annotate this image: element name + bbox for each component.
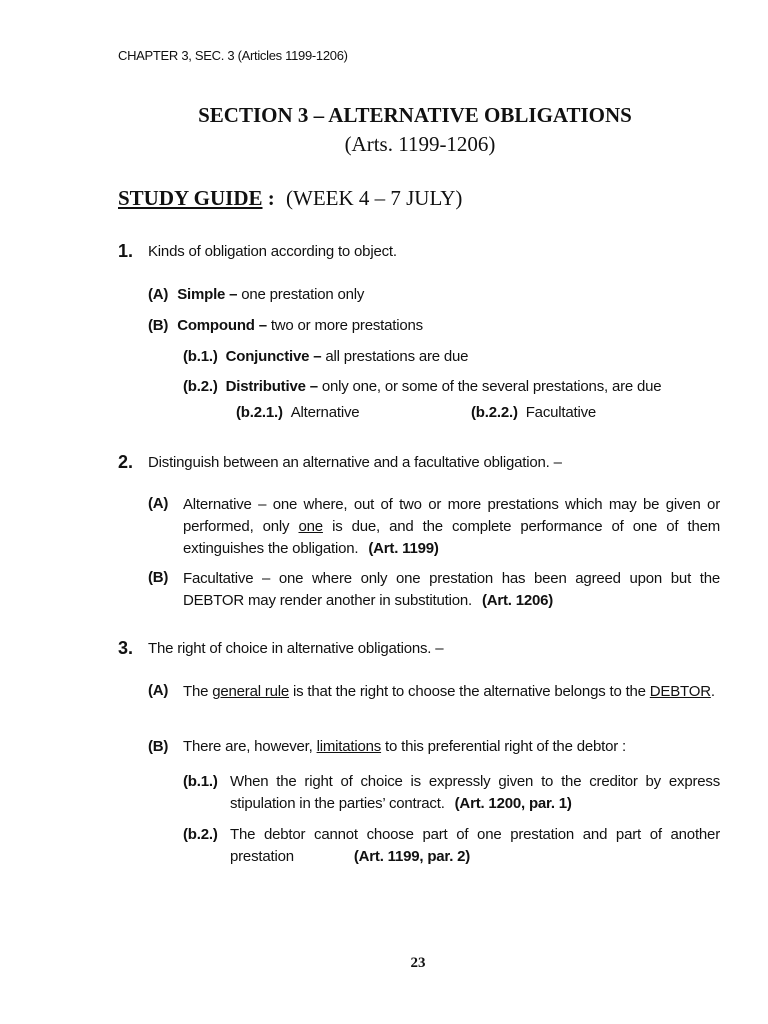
q1-b21-text: Alternative	[290, 404, 360, 421]
q3-b2-item	[183, 824, 720, 868]
q1-b21-label: (b.2.1.)	[236, 404, 283, 421]
q1-b1-term: Conjunctive –	[225, 348, 322, 365]
q3-b-label: (B)	[148, 738, 169, 755]
q3-b1-label: (b.1.)	[183, 773, 218, 790]
q3-number: 3.	[118, 638, 134, 658]
page-number: 23	[410, 955, 426, 971]
study-guide-line	[118, 186, 462, 211]
q1-number: 1.	[118, 241, 134, 261]
study-guide-week: (WEEK 4 – 7 JULY)	[286, 186, 463, 210]
q3-a-paragraph	[183, 681, 720, 703]
q1-item-b2	[183, 378, 661, 395]
q1-b2-desc: only one, or some of the several prestations, are due	[321, 378, 662, 395]
q1-b2-label: (b.2.)	[183, 378, 218, 395]
q3-a-debtor: DEBTOR	[649, 683, 711, 700]
q1-item-a	[148, 286, 364, 303]
q2-b-text: Facultative – one where only one prestation has been agreed upon but the DEBTOR may render another in substitution.	[183, 570, 720, 609]
q1-b2-term: Distributive –	[225, 378, 318, 395]
q1-b22-label: (b.2.2.)	[471, 404, 518, 421]
q3-b-text-1: There are, however,	[183, 738, 313, 755]
q2-a-ref: (Art. 1199)	[368, 540, 439, 557]
q2-a-text-2: is due, and the complete performance of one of them extinguishes the obligation.	[183, 518, 721, 557]
q2-text: Distinguish between an alternative and a facultative obligation. –	[148, 454, 562, 471]
q1-a-label: (A)	[148, 286, 169, 303]
study-guide-colon: :	[267, 186, 275, 210]
q3-b1-ref: (Art. 1200, par. 1)	[454, 795, 572, 812]
q1-b1-desc: all prestations are due	[325, 348, 469, 365]
q2-a-underlined: one	[298, 518, 323, 535]
q1-a-desc: one prestation only	[241, 286, 365, 303]
q3-b2-text: The debtor cannot choose part of one prestation and part of another prestation	[230, 826, 720, 865]
q3-a-text-3: .	[710, 683, 715, 700]
q3-a-text-1: The	[183, 683, 209, 700]
q3-b-line	[183, 738, 626, 755]
q1-item-b21	[236, 404, 359, 421]
q2-a-paragraph	[183, 494, 720, 560]
study-guide-label: STUDY GUIDE	[118, 186, 263, 210]
q1-b22-text: Facultative	[525, 404, 597, 421]
section-title: SECTION 3 – ALTERNATIVE OBLIGATIONS	[198, 103, 632, 127]
q1-b-label: (B)	[148, 317, 169, 334]
q1-b-desc: two or more prestations	[270, 317, 423, 334]
q2-b-paragraph	[183, 568, 720, 612]
q3-a-text-2: is that the right to choose the alternative belongs to the	[293, 683, 646, 700]
q3-a-general-rule: general rule	[212, 683, 290, 700]
q3-b1-item	[183, 771, 720, 815]
q1-item-b	[148, 317, 423, 334]
section-articles: (Arts. 1199-1206)	[344, 132, 496, 156]
q3-b-limitations: limitations	[316, 738, 382, 755]
q1-a-term: Simple –	[177, 286, 238, 303]
q3-text: The right of choice in alternative obligations. –	[148, 640, 444, 657]
q1-item-b22	[471, 404, 596, 421]
q3-b2-ref: (Art. 1199, par. 2)	[353, 848, 471, 865]
q2-number: 2.	[118, 452, 134, 472]
q3-b1-text: When the right of choice is expressly given to the creditor by express stipulation in the parties’ contract.	[230, 773, 720, 812]
q2-b-ref: (Art. 1206)	[481, 592, 554, 609]
q1-b1-label: (b.1.)	[183, 348, 218, 365]
q1-item-b1	[183, 348, 468, 365]
q2-a-label: (A)	[148, 495, 169, 512]
q2-a-text-1: Alternative – one where, out of two or more prestations which may be given or performed, only	[183, 496, 720, 535]
running-head: CHAPTER 3, SEC. 3 (Articles 1199-1206)	[118, 48, 348, 63]
q3-b2-label: (b.2.)	[183, 826, 218, 843]
q1-text: Kinds of obligation according to object.	[148, 243, 397, 260]
q1-b-term: Compound –	[177, 317, 267, 334]
q2-b-label: (B)	[148, 569, 169, 586]
q3-b-text-2: to this preferential right of the debtor :	[385, 738, 626, 755]
q3-a-label: (A)	[148, 682, 169, 699]
